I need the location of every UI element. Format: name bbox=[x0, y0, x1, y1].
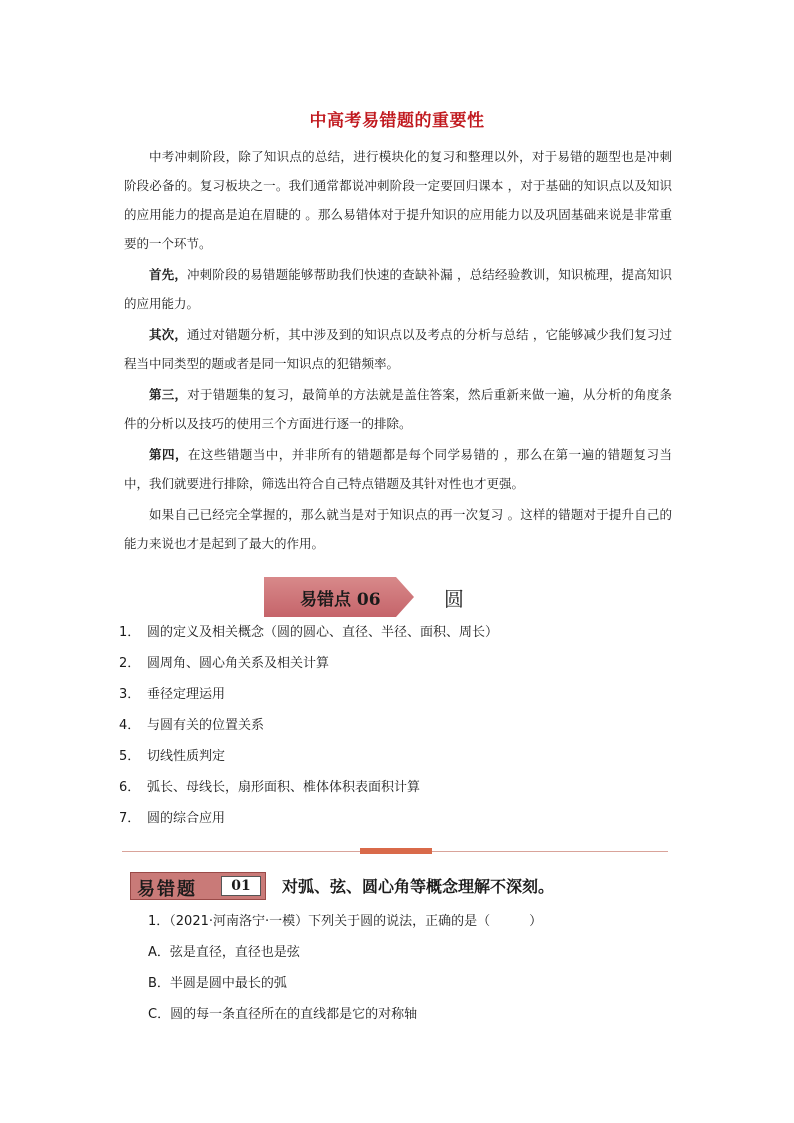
list-item-text: 圆的定义及相关概念（圆的圆心、直径、半径、面积、周长） bbox=[147, 625, 499, 640]
list-item-text: 垂径定理运用 bbox=[147, 687, 226, 702]
paragraph-text: 通过对错题分析，其中涉及到的知识点以及考点的分析与总结 ，它能够减少我们复习过程当中同类型的题或者是同一知识点的犯错频率。 bbox=[124, 327, 672, 371]
list-item bbox=[119, 806, 679, 837]
divider-accent bbox=[360, 848, 432, 854]
list-item-number: 7． bbox=[119, 811, 141, 826]
paragraph-text: 在这些错题当中，并非所有的错题都是每个同学易错的 ，那么在第一遍的错题复习当中，我们就要进行排除，筛选出符合自己特点错题及其针对性也才更强。 bbox=[124, 447, 672, 491]
list-item-number: 5． bbox=[119, 749, 141, 764]
error-section-header bbox=[130, 872, 690, 902]
option-a: A．弦是直径，直径也是弦 bbox=[148, 945, 300, 960]
paragraph bbox=[124, 320, 672, 378]
intro-section bbox=[124, 142, 672, 558]
list-item-text: 与圆有关的位置关系 bbox=[147, 718, 265, 733]
paragraph bbox=[124, 440, 672, 498]
paragraph-text: 如果自己已经完全掌握的，那么就当是对于知识点的再一次复习 。这样的错题对于提升自己的能力来说也才是起到了最大的作用。 bbox=[124, 507, 672, 551]
page-title: 中高考易错题的重要性 bbox=[309, 111, 485, 131]
paragraph-lead: 第三， bbox=[149, 387, 188, 402]
list-item-text: 圆周角、圆心角关系及相关计算 bbox=[147, 656, 330, 671]
list-item-number: 6． bbox=[119, 780, 141, 795]
option-b: B．半圆是圆中最长的弧 bbox=[148, 976, 287, 991]
option-c: C．圆的每一条直径所在的直线都是它的对称轴 bbox=[148, 1007, 418, 1022]
list-item-number: 1． bbox=[119, 625, 141, 640]
list-item bbox=[119, 682, 679, 713]
list-item bbox=[119, 620, 679, 651]
paragraph-text: 中考冲刺阶段，除了知识点的总结，进行模块化的复习和整理以外，对于易错的题型也是冲刺阶段必备的。复习板块之一。我们通常都说冲刺阶段一定要回归课本 ，对于基础的知识点以及知识的应用能力的提高是迫在眉睫的 。那么易错体对于提升知识的应用能力以及巩固基础来说是非常重要的一个环节。 bbox=[124, 149, 672, 251]
list-item bbox=[119, 744, 679, 775]
banner-topic: 圆 bbox=[444, 587, 464, 611]
question-stem: 1．（2021·河南洛宁·一模）下列关于圆的说法，正确的是（ ） bbox=[148, 914, 543, 929]
paragraph bbox=[124, 380, 672, 438]
banner-label: 易错点 06 bbox=[300, 590, 381, 610]
topic-list bbox=[119, 620, 679, 837]
paragraph-lead: 第四， bbox=[149, 447, 188, 462]
list-item-text: 弧长、母线长，扇形面积、椎体体积表面积计算 bbox=[147, 780, 421, 795]
list-item-number: 4． bbox=[119, 718, 141, 733]
paragraph-lead: 其次， bbox=[149, 327, 187, 342]
error-section-title: 对弧、弦、圆心角等概念理解不深刻。 bbox=[282, 877, 555, 896]
paragraph bbox=[124, 142, 672, 258]
section-banner bbox=[264, 577, 524, 617]
list-item-number: 2． bbox=[119, 656, 141, 671]
list-item bbox=[119, 713, 679, 744]
list-item-text: 圆的综合应用 bbox=[147, 811, 226, 826]
paragraph-text: 冲刺阶段的易错题能够帮助我们快速的查缺补漏 ，总结经验教训，知识梳理，提高知识的应用能力。 bbox=[124, 267, 672, 311]
error-tag-label: 易错题 bbox=[137, 879, 197, 900]
question-block bbox=[148, 908, 688, 1032]
error-tag-number: 01 bbox=[221, 876, 261, 896]
list-item bbox=[119, 651, 679, 682]
paragraph bbox=[124, 260, 672, 318]
error-tag bbox=[130, 872, 266, 900]
paragraph-text: 对于错题集的复习，最简单的方法就是盖住答案，然后重新来做一遍，从分析的角度条件的分析以及技巧的使用三个方面进行逐一的排除。 bbox=[124, 387, 672, 431]
list-item bbox=[119, 775, 679, 806]
paragraph-lead: 首先， bbox=[149, 267, 187, 282]
list-item-text: 切线性质判定 bbox=[147, 749, 226, 764]
paragraph bbox=[124, 500, 672, 558]
list-item-number: 3． bbox=[119, 687, 141, 702]
